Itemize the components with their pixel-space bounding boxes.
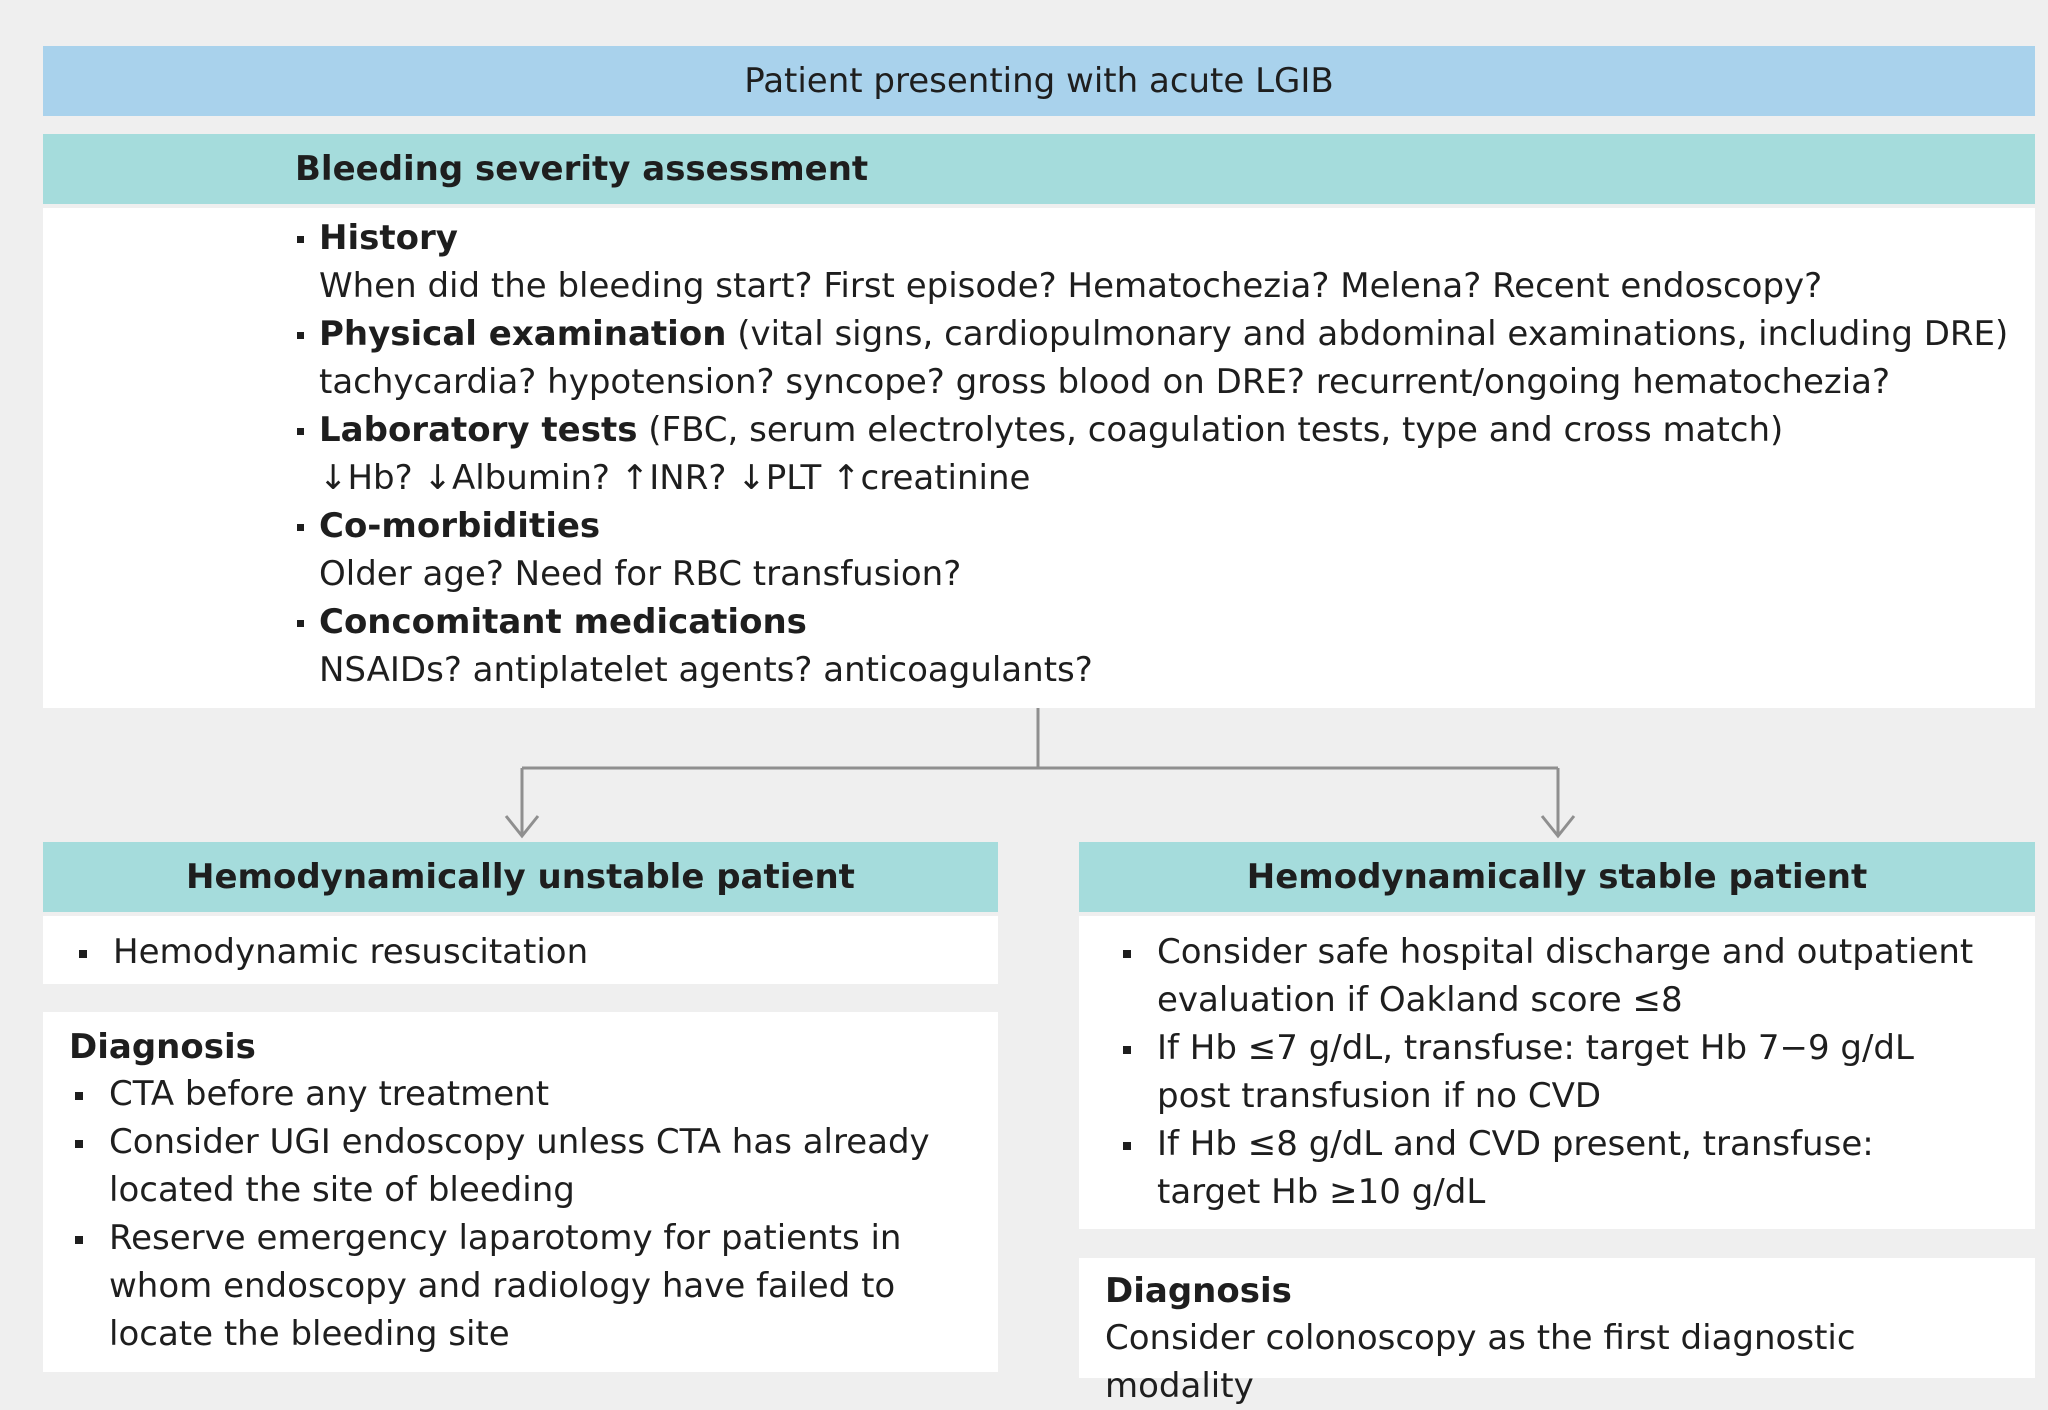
item-label: Concomitant medications <box>319 602 807 642</box>
item-extra: (FBC, serum electrolytes, coagulation tests, type and cross match) <box>637 410 1784 450</box>
unstable-header <box>43 842 998 912</box>
unstable-diagnosis <box>43 1012 998 1372</box>
unstable-diagnosis-item: CTA before any treatment <box>65 1070 968 1118</box>
unstable-title: Hemodynamically unstable patient <box>186 857 855 897</box>
item-label: History <box>319 218 458 258</box>
item-extra: (vital signs, cardiopulmonary and abdominal examinations, including DRE) <box>726 314 2009 354</box>
stable-management-item: If Hb ≤8 g/dL and CVD present, transfuse: target Hb ≥10 g/dL <box>1113 1120 1975 1216</box>
stable-diagnosis <box>1079 1258 2035 1406</box>
stable-header <box>1079 842 2035 912</box>
item-label: Laboratory tests <box>319 410 638 450</box>
stable-title: Hemodynamically stable patient <box>1246 857 1868 897</box>
item-detail: tachycardia? hypotension? syncope? gross blood on DRE? recurrent/ongoing hematochezia? <box>319 362 1891 402</box>
stable-management-item: Consider safe hospital discharge and outpatient evaluation if Oakland score ≤8 <box>1113 928 1975 1024</box>
stable-management <box>1079 916 2035 1229</box>
item-detail: Older age? Need for RBC transfusion? <box>319 554 962 594</box>
unstable-management <box>43 916 998 984</box>
item-detail: When did the bleeding start? First episode? Hematochezia? Melena? Recent endoscopy? <box>319 266 1823 306</box>
unstable-diagnosis-title: Diagnosis <box>69 1027 256 1067</box>
stable-diagnosis-text: Consider colonoscopy as the first diagnostic modality <box>1105 1318 1856 1406</box>
assessment-title: Bleeding severity assessment <box>295 149 869 189</box>
item-detail: ↓Hb? ↓Albumin? ↑INR? ↓PLT ↑creatinine <box>319 458 1031 498</box>
stable-diagnosis-title: Diagnosis <box>1105 1271 1292 1311</box>
unstable-diagnosis-item: Consider UGI endoscopy unless CTA has already located the site of bleeding <box>65 1118 968 1214</box>
item-label: Co-morbidities <box>319 506 601 546</box>
top-box-title: Patient presenting with acute LGIB <box>744 61 1334 101</box>
item-label: Physical examination <box>319 314 727 354</box>
stable-management-item: If Hb ≤7 g/dL, transfuse: target Hb 7−9 g/dL post transfusion if no CVD <box>1113 1024 1975 1120</box>
item-detail: NSAIDs? antiplatelet agents? anticoagulants? <box>319 650 1093 690</box>
unstable-diagnosis-item: Reserve emergency laparotomy for patients in whom endoscopy and radiology have failed to locate the bleeding site <box>65 1214 968 1358</box>
unstable-management-item: Hemodynamic resuscitation <box>69 928 998 976</box>
